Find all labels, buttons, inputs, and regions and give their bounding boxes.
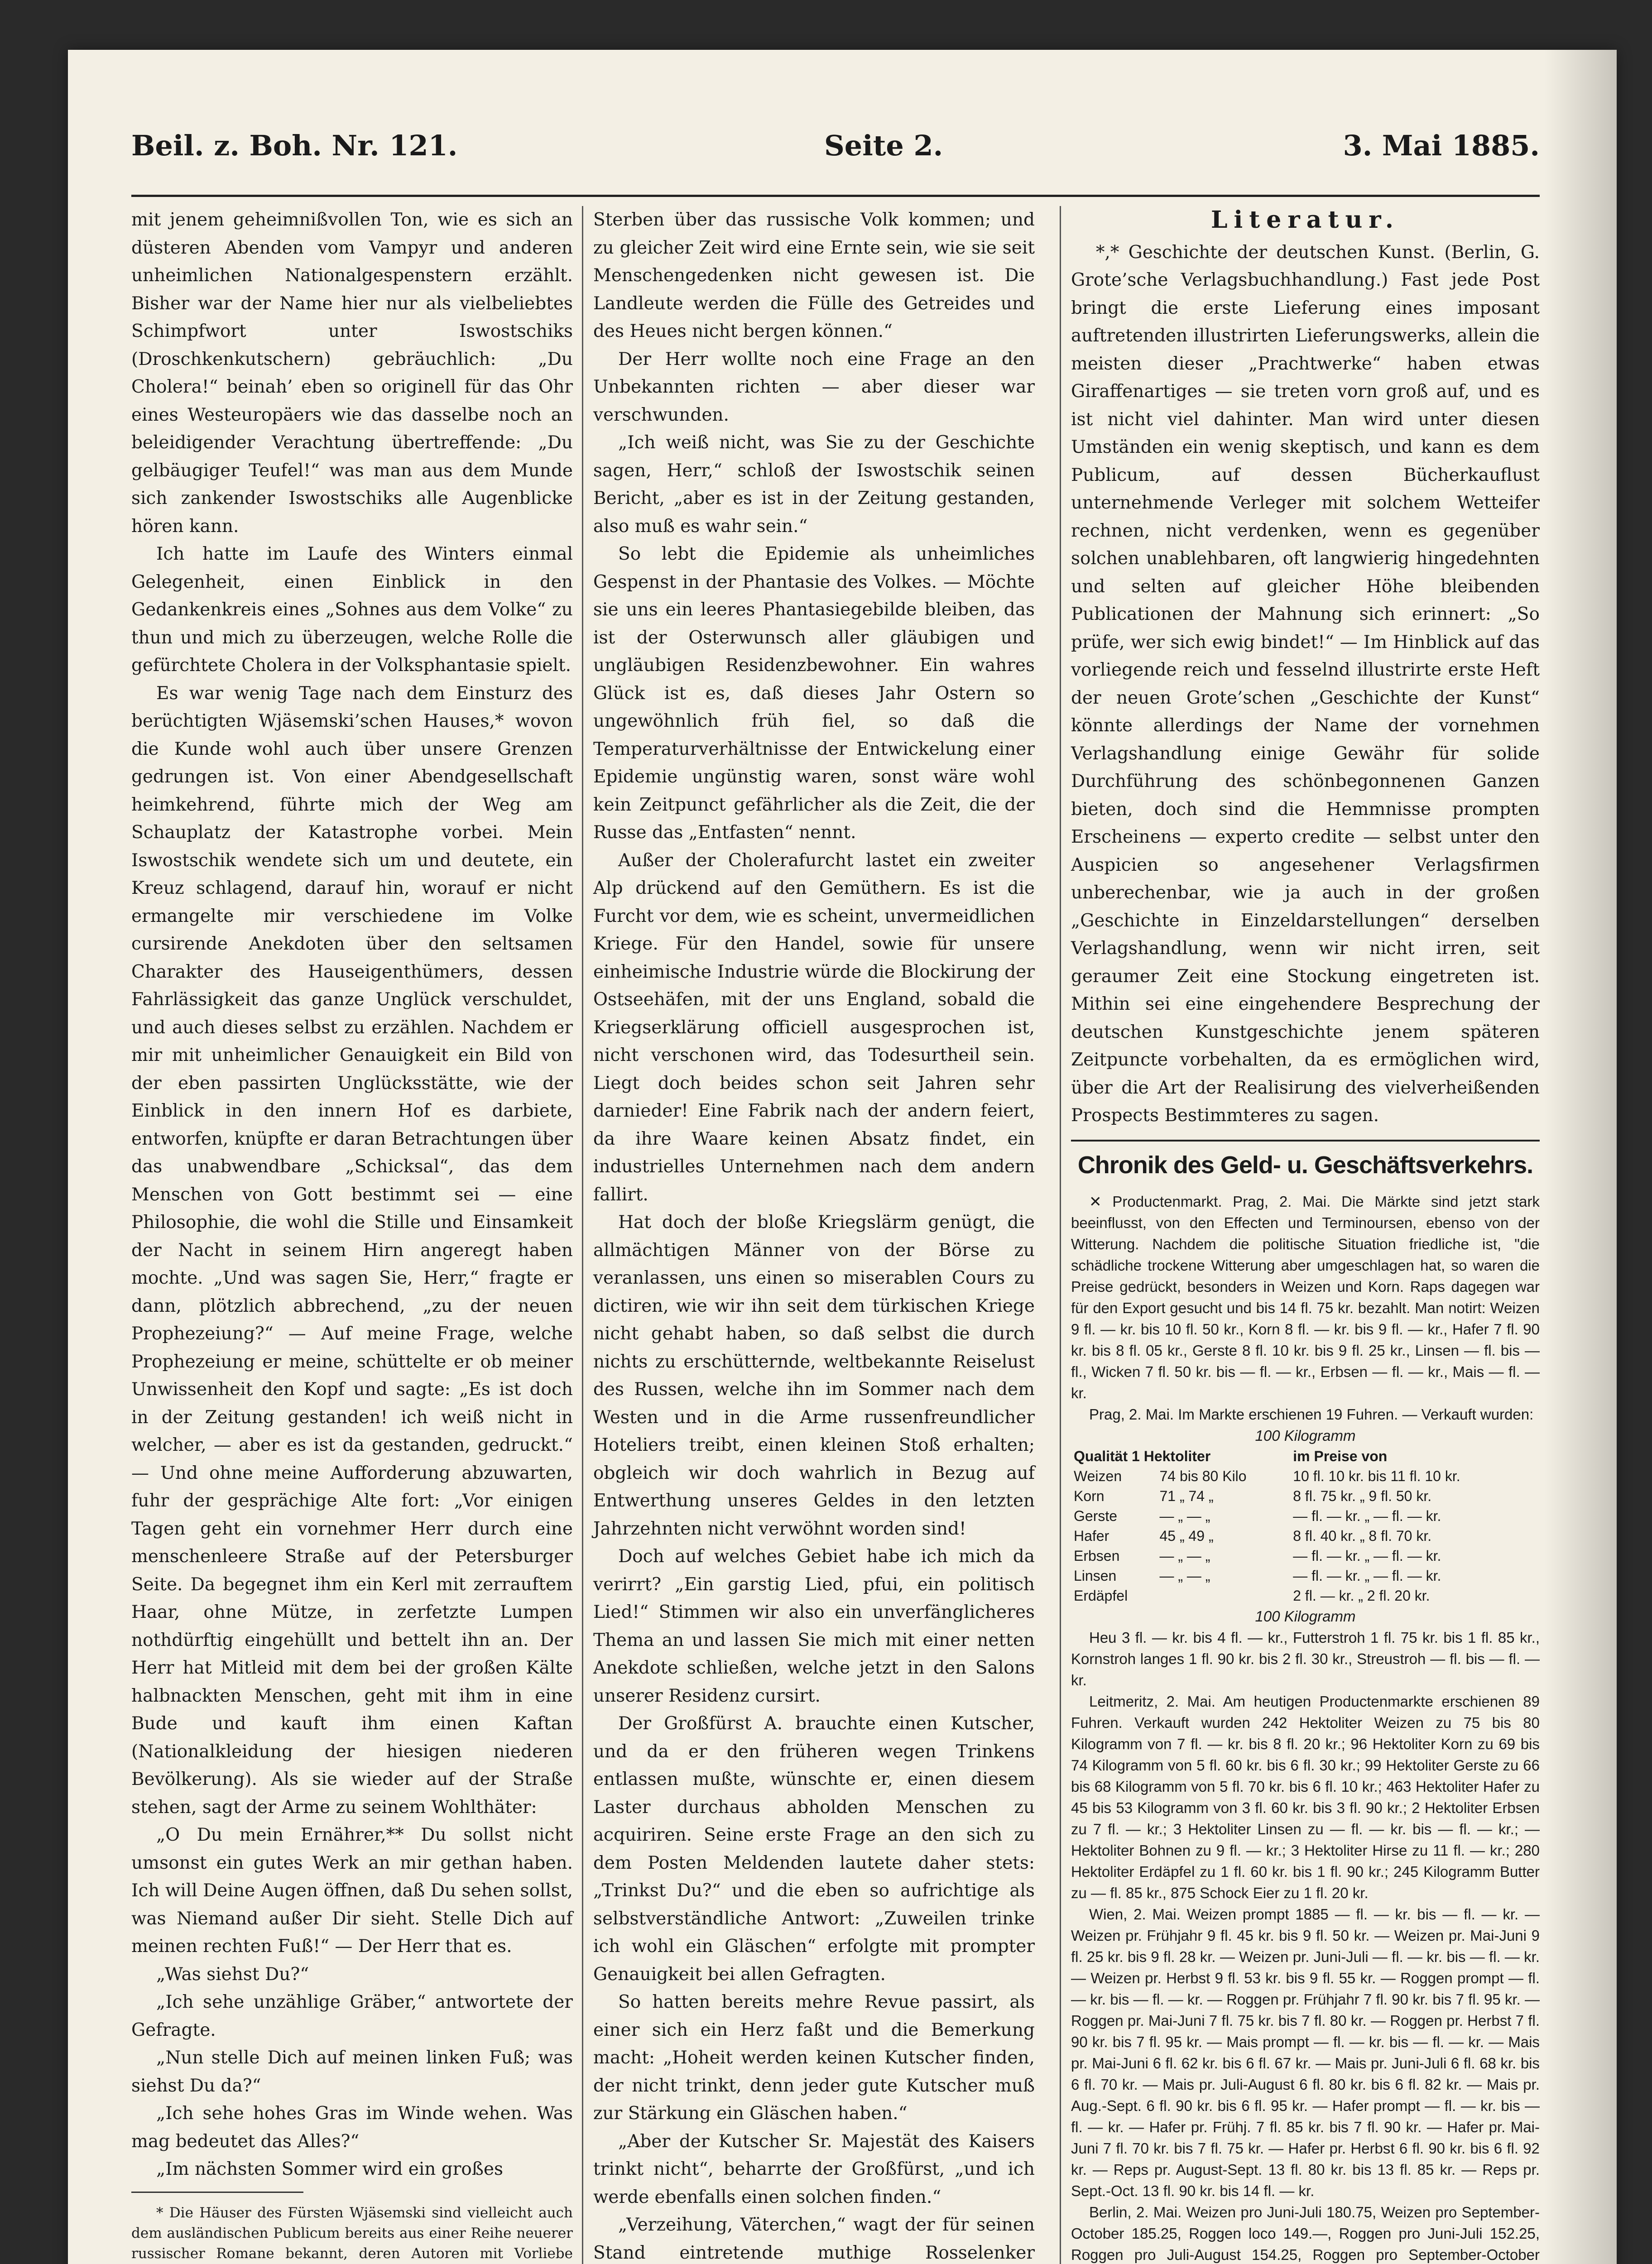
col1-paragraph: Ich hatte im Laufe des Winters einmal Gelegenheit, einen Einblick in den Gedankenkreis eines „Sohnes aus dem Volke“ zu thun und mich zu überzeugen, welche Rolle die gefürchtete Cholera in der Volksphantasie spielt. <box>131 544 573 676</box>
col2-paragraph: „Ich weiß nicht, was Sie zu der Geschichte sagen, Herr,“ schloß der Iswostschik seinen Bericht, „aber es ist in der Zeitung gestanden, also muß es wahr sein.“ <box>593 432 1035 537</box>
column-divider <box>1060 206 1061 2264</box>
col1-paragraph: „Was siehst Du?“ <box>156 1964 309 1985</box>
col2-paragraph: So hatten bereits mehre Revue passirt, als einer sich ein Herz faßt und die Bemerkung macht: „Hoheit werden keinen Kutscher finden, der nicht trinkt, denn jeder gute Kutscher muß zur Stärkung ein Gläschen haben.“ <box>593 1992 1035 2124</box>
col2-paragraph: Sterben über das russische Volk kommen; und zu gleicher Zeit wird eine Ernte sein, wie sie seit Menschengedenken nicht gewesen ist. Die Landleute werden die Fülle des Getreides und des Heues nicht bergen können.“ <box>593 210 1035 341</box>
col1-paragraph: Es war wenig Tage nach dem Einsturz des berüchtigten Wjäsemski’schen Hauses,* wovon die Kunde wohl auch über unsere Grenzen gedrungen ist. Von einer Abendgesellschaft heimkehrend, führte mich der Weg am Schauplatz der Katastrophe vorbei. Mein Iswostschik wendete sich um und deutete, ein Kreuz schlagend, darauf hin, worauf er nicht ermangelte mir verschiedene im Volke cursirende Anekdoten über den seltsamen Charakter des Hauseigenthümers, dessen Fahrlässigkeit das ganze Unglück verschuldet, und auch dieses selbst zu erzählen. Nachdem er mir mit unheimlicher Genauigkeit ein Bild von der eben passirten Unglücksstätte, wie der Einblick in den innern Hof es darbiete, entworfen, knüpfte er daran Betrachtungen über das unabwendbare „Schicksal“, das dem Menschen von Gott bestimmt sei — eine Philosophie, die wohl die Stille und Einsamkeit der Nacht in seinem Hirn angeregt haben mochte. „Und was sagen Sie, Herr,“ fragte er dann, plötzlich abbrechend, „zu der neuen Prophezeiung?“ — Auf meine Frage, welche Prophezeiung er meine, schüttelte er ob meiner Unwissenheit den Kopf und sagte: „Es ist doch in der Zeitung gestanden! ich weiß nicht in welcher, — aber es ist da gestanden, gedruckt.“ — Und ohne meine Aufforderung abzuwarten, fuhr der gesprächige Alte fort: „Vor einigen Tagen geht ein vornehmer Herr durch eine menschenleere Straße auf der Petersburger Seite. Da begegnet ihm ein Kerl mit zerrauftem Haar, ohne Mütze, in zerfetzte Lumpen nothdürftig eingehüllt und bettelt ihn an. Der Herr hat Mitleid mit dem bei der großen Kälte halbnackten Menschen, geht mit ihm in eine Bude und kauft ihm einen Kaftan (Nationalkleidung der hiesigen niederen Bevölkerung). Als sie wieder auf der Straße stehen, sagt der Arme zu seinem Wohlthäter: <box>131 683 573 1818</box>
table-row <box>1071 1526 1540 1546</box>
market-paragraph: Prag, 2. Mai. Im Markte erschienen 19 Fuhren. — Verkauft wurden: <box>1089 1406 1534 1423</box>
table-cell: 74 bis 80 Kilo <box>1159 1468 1247 1484</box>
table-cell: — fl. — kr. „ — fl. — kr. <box>1293 1548 1441 1564</box>
col1-paragraph: mit jenem geheimnißvollen Ton, wie es sich an düsteren Abenden vom Vampyr und anderen unheimlichen Nationalgespenstern erzählt. Bisher war der Name hier nur als vielbeliebtes Schimpfwort unter Iswostschiks (Droschkenkutschern) gebräuchlich: „Du Cholera!“ beinah’ eben so originell für das Ohr eines Westeuropäers wie das dasselbe noch an beleidigender Verachtung übertreffende: „Du gelbäugiger Teufel!“ was man aus dem Munde sich zankender Iswostschiks alle Augenblicke hören kann. <box>131 210 573 537</box>
table-cell: Hafer <box>1074 1528 1109 1544</box>
header-page-number: Seite 2. <box>824 129 943 162</box>
table-header-row <box>1071 1446 1540 1466</box>
market-paragraph: Wien, 2. Mai. Weizen prompt 1885 — fl. — kr. bis — fl. — kr. — Weizen pr. Frühjahr 9 fl. 45 kr. bis 9 fl. 50 kr. — Weizen pr. Mai-Juni 9 fl. 25 kr. bis 9 fl. 28 kr. — Weizen pr. Juni-Juli — fl. — kr. bis — fl. — kr. — Weizen pr. Herbst 9 fl. 53 kr. bis 9 fl. 55 kr. — Roggen prompt — fl. — kr. bis — fl. — kr. — Roggen pr. Frühjahr 7 fl. 90 kr. bis 7 fl. 95 kr. — Roggen pr. Mai-Juni 7 fl. 75 kr. bis 7 fl. 80 kr. — Roggen pr. Herbst 7 fl. 90 kr. bis 7 fl. 95 kr. — Mais prompt — fl. — kr. bis — fl. — kr. — Mais pr. Mai-Juni 6 fl. 62 kr. bis 6 fl. 67 kr. — Mais pr. Juni-Juli 6 fl. 68 kr. bis 6 fl. 70 kr. — Mais pr. Juli-August 6 fl. 80 kr. bis 6 fl. 82 kr. — Mais pr. Aug.-Sept. 6 fl. 90 kr. bis 6 fl. 95 kr. — Hafer prompt — fl. — kr. bis — fl. — kr. — Hafer pr. Frühj. 7 fl. 85 kr. bis 7 fl. 90 kr. — Hafer pr. Mai-Juni 7 fl. 70 kr. bis 7 fl. 75 kr. — Hafer pr. Herbst 6 fl. 90 kr. bis 6 fl. 92 kr. — Reps pr. August-Sept. 13 fl. 80 kr. bis 13 fl. 85 kr. — Reps pr. Sept.-Oct. 13 fl. 90 kr. bis 14 fl. — kr. <box>1071 1906 1540 2199</box>
market-paragraph: Heu 3 fl. — kr. bis 4 fl. — kr., Futterstroh 1 fl. 75 kr. bis 1 fl. 85 kr., Kornstroh langes 1 fl. 90 kr. bis 2 fl. 30 kr., Streustroh — fl. bis — fl. — kr. <box>1071 1629 1540 1688</box>
table-unit-label: 100 Kilogramm <box>1255 1427 1356 1444</box>
col2-paragraph: „Aber der Kutscher Sr. Majestät des Kaisers trinkt nicht“, beharrte der Großfürst, „und ich werde ebenfalls einen solchen finden.“ <box>593 2131 1035 2207</box>
table-row <box>1071 1546 1540 1566</box>
header-rule <box>131 195 1540 197</box>
column-1 <box>131 206 573 2264</box>
table-cell: — „ — „ <box>1159 1568 1210 1584</box>
col2-paragraph: Der Herr wollte noch eine Frage an den Unbekannten richten — aber dieser war verschwunden. <box>593 349 1035 425</box>
table-header-cell: im Preise von <box>1293 1448 1388 1464</box>
table-cell: 10 fl. 10 kr. bis 11 fl. 10 kr. <box>1293 1468 1460 1484</box>
table-cell: — fl. — kr. „ — fl. — kr. <box>1293 1568 1441 1584</box>
col1-paragraph: „Nun stelle Dich auf meinen linken Fuß; was siehst Du da?“ <box>131 2048 573 2096</box>
table-cell: Erbsen <box>1074 1548 1120 1564</box>
page-header <box>131 129 1540 170</box>
header-issue: Beil. z. Boh. Nr. 121. <box>131 129 458 162</box>
table-cell: Erdäpfel <box>1074 1588 1128 1604</box>
footnote-rule <box>131 2192 303 2193</box>
footnote: * Die Häuser des Fürsten Wjäsemski sind vielleicht auch dem ausländischen Publicum bereits aus einer Reihe neuerer russischer Romane bekannt, deren Autoren mit Vorliebe <box>131 2204 573 2262</box>
table-cell: — fl. — kr. „ — fl. — kr. <box>1293 1508 1441 1524</box>
binding-shadow <box>1544 50 1617 2264</box>
table-cell: Gerste <box>1074 1508 1118 1524</box>
col2-paragraph: Der Großfürst A. brauchte einen Kutscher, und da er den früheren wegen Trinkens entlassen mußte, wünschte er, einen diesem Laster durchaus abholden Menschen zu acquiriren. Seine erste Frage an den sich zu dem Posten Meldenden lautete daher stets: „Trinkst Du?“ und die eben so aufrichtige als selbstverständliche Antwort: „Zuweilen trinke ich wohl ein Gläschen“ erfolgte mit prompter Genauigkeit bei allen Gefragten. <box>593 1713 1035 1985</box>
table-cell: 2 fl. — kr. „ 2 fl. 20 kr. <box>1293 1588 1430 1604</box>
market-paragraph: Berlin, 2. Mai. Weizen pro Juni-Juli 180.75, Weizen pro September-October 185.25, Roggen loco 149.—, Roggen pro Juni-Juli 152.25, Roggen pro Juli-August 154.25, Roggen pro September-October <box>1071 2204 1540 2263</box>
chronicle-heading: Chronik des Geld- u. Geschäftsverkehrs. <box>1077 1151 1533 1179</box>
table-cell: — „ — „ <box>1159 1508 1210 1524</box>
price-table <box>1071 1446 1540 1606</box>
col2-paragraph: „Verzeihung, Väterchen,“ wagt der für seinen Stand eintretende muthige Rosselenker <box>593 2215 1035 2263</box>
table-row <box>1071 1486 1540 1506</box>
col1-paragraph: „Im nächsten Sommer wird ein großes <box>156 2159 504 2179</box>
table-cell <box>1157 1586 1290 1606</box>
col1-paragraph: „O Du mein Ernährer,** Du sollst nicht umsonst ein gutes Werk an mir gethan haben. Ich will Deine Augen öffnen, daß Du sehen sollst, was Niemand außer Dir sieht. Stelle Dich auf meinen rechten Fuß!“ — Der Herr that es. <box>131 1825 573 1957</box>
market-paragraph: ✕ Productenmarkt. Prag, 2. Mai. Die Märkte sind jetzt stark beeinflusst, von den Effecten und Terminoursen, ebenso von der Witterung. Nachdem die politische Situation friedliche ist, "die schädliche trockene Witterung aber umgeschlagen hat, so waren die Preise gedrückt, besonders in Weizen und Korn. Raps dagegen war für den Export gesucht und bis 14 fl. 75 kr. bezahlt. Man notirt: Weizen 9 fl. — kr. bis 10 fl. 50 kr., Korn 8 fl. — kr. bis 9 fl. — kr., Hafer 7 fl. 90 kr. bis 8 fl. 05 kr., Gerste 8 fl. 10 kr. bis 9 fl. 25 kr., Linsen — fl. bis — fl., Wicken 7 fl. 50 kr. bis — fl. — kr., Erbsen — fl. — kr., Mais — fl. — kr. <box>1071 1193 1540 1401</box>
market-paragraph: Leitmeritz, 2. Mai. Am heutigen Productenmarkte erschienen 89 Fuhren. Verkauft wurden 242 Hektoliter Weizen zu 75 bis 80 Kilogramm von 7 fl. — kr. bis 8 fl. 20 kr.; 96 Hektoliter Korn zu 69 bis 74 Kilogramm von 5 fl. 60 kr. bis 6 fl. 30 kr.; 99 Hektoliter Gerste zu 66 bis 68 Kilogramm von 5 fl. 70 kr. bis 6 fl. 10 kr.; 463 Hektoliter Hafer zu 45 bis 53 Kilogramm von 3 fl. 60 kr. bis 3 fl. 90 kr.; 2 Hektoliter Erbsen zu 7 fl. — kr.; 3 Hektoliter Linsen zu — fl. — kr. bis — fl. — kr.; — Hektoliter Bohnen zu 9 fl. — kr.; 3 Hektoliter Hirse zu 11 fl. — kr.; 280 Hektoliter Erdäpfel zu 1 fl. 60 kr. bis 1 fl. 90 kr.; 245 Kilogramm Butter zu — fl. 85 kr., 875 Schock Eier zu 1 fl. 20 kr. <box>1071 1693 1540 1901</box>
table-cell: 8 fl. 40 kr. „ 8 fl. 70 kr. <box>1293 1528 1432 1544</box>
literature-heading: Literatur. <box>1210 206 1400 234</box>
col2-paragraph: Doch auf welches Gebiet habe ich mich da verirrt? „Ein garstig Lied, pfui, ein politisch Lied!“ Stimmen wir also ein unverfänglicheres Thema an und lassen Sie mich mit einer netten Anekdote schließen, welche jetzt in den Salons unserer Residenz cursirt. <box>593 1546 1035 1706</box>
table-cell: 71 „ 74 „ <box>1159 1488 1214 1504</box>
newspaper-page <box>68 50 1617 2264</box>
table-cell: Weizen <box>1074 1468 1122 1484</box>
table-row <box>1071 1506 1540 1526</box>
table-row <box>1071 1586 1540 1606</box>
column-3 <box>1071 206 1540 2264</box>
col2-paragraph: So lebt die Epidemie als unheimliches Gespenst in der Phantasie des Volkes. — Möchte sie uns ein leeres Phantasiegebilde bleiben, das ist der Osterwunsch aller gläubigen und ungläubigen Residenzbewohner. Ein wahres Glück ist es, daß dieses Jahr Ostern so ungewöhnlich früh fiel, so daß die Temperaturverhältnisse der Entwickelung einer Epidemie ungünstig waren, sonst wäre wohl kein Zeitpunct gefährlicher als die Zeit, die der Russe das „Entfasten“ nennt. <box>593 544 1035 843</box>
table-row <box>1071 1466 1540 1486</box>
market-report <box>1071 1191 1540 2264</box>
table-unit-label: 100 Kilogramm <box>1255 1608 1356 1625</box>
col2-paragraph: Hat doch der bloße Kriegslärm genügt, die allmächtigen Männer von der Börse zu veranlassen, uns einen so miserablen Cours zu dictiren, wie wir ihn seit dem türkischen Kriege nicht gehabt haben, so daß selbst die durch nichts zu erschütternde, weltbekannte Reiselust des Russen, welche ihn im Sommer nach dem Westen und in die Arme russenfreundlicher Hoteliers treibt, einen kleinen Stoß erhalten; obgleich wir doch wahrlich in Bezug auf Entwerthung unseres Geldes in den letzten Jahrzehnten nicht verwöhnt worden sind! <box>593 1212 1035 1539</box>
table-cell: Korn <box>1074 1488 1105 1504</box>
table-cell: — „ — „ <box>1159 1548 1210 1564</box>
col1-paragraph: „Ich sehe hohes Gras im Winde wehen. Was mag bedeutet das Alles?“ <box>131 2103 573 2152</box>
table-cell: 45 „ 49 „ <box>1159 1528 1214 1544</box>
table-row <box>1071 1566 1540 1586</box>
literature-paragraph: *,* Geschichte der deutschen Kunst. (Berlin, G. Grote’sche Verlagsbuchhandlung.) Fast jede Post bringt die erste Lieferung eines imposant auftretenden illustrirten Lieferungswerks, allein die meisten dieser „Prachtwerke“ haben etwas Giraffenartiges — sie treten vorn groß auf, und es ist nicht viel dahinter. Man wird unter diesen Umständen ein wenig skeptisch, und kann es dem Publicum, auf dessen Bücherkauflust unternehmende Verleger mit solchem Wetteifer rechnen, nicht verdenken, wenn es gegenüber solchen unablehbaren, oft langwierig hingedehnten und selten auf gleicher Höhe bleibenden Publicationen der Mahnung sich erinnert: „So prüfe, wer sich ewig bindet!“ — Im Hinblick auf das vorliegende reich und fesselnd illustrirte erste Heft der neuen Grote’schen „Geschichte der Kunst“ könnte allerdings der Name der vornehmen Verlagshandlung einige Gewähr für solide Durchführung des schönbegonnenen Ganzen bieten, doch sind die Hemmnisse prompten Erscheinens — experto credite — selbst unter den Auspicien so angesehener Verlagsfirmen unberechenbar, wie ja auch in der großen „Geschichte in Einzeldarstellungen“ derselben Verlagshandlung, wenn wir nicht irren, seit geraumer Zeit eine Stockung eingetreten ist. Mithin sei eine eingehendere Besprechung der deutschen Kunstgeschichte jenem späteren Zeitpuncte vorbehalten, da es ermöglichen wird, über die Art der Realisirung des vielverheißenden Prospects Bestimmteres zu sagen. <box>1071 242 1540 1126</box>
col1-paragraph: „Ich sehe unzählige Gräber,“ antwortete der Gefragte. <box>131 1992 573 2040</box>
section-rule <box>1071 1140 1540 1142</box>
table-cell: Linsen <box>1074 1568 1117 1584</box>
table-cell: 8 fl. 75 kr. „ 9 fl. 50 kr. <box>1293 1488 1432 1504</box>
col2-paragraph: Außer der Cholerafurcht lastet ein zweiter Alp drückend auf den Gemüthern. Es ist die Furcht vor dem, wie es scheint, unvermeidlichen Kriege. Für den Handel, sowie für unsere einheimische Industrie würde die Blockirung der Ostseehäfen, mit der uns England, sobald die Kriegserklärung officiell ausgesprochen ist, nicht verschonen wird, das Todesurtheil sein. Liegt doch beides schon seit Jahren sehr darnieder! Eine Fabrik nach der andern feiert, da ihre Waare keinen Absatz findet, ein industrielles Unternehmen nach dem andern fallirt. <box>593 850 1035 1205</box>
column-divider <box>582 206 583 2264</box>
table-header-cell: Qualität 1 Hektoliter <box>1074 1448 1211 1464</box>
column-2 <box>593 206 1035 2264</box>
header-date: 3. Mai 1885. <box>1343 129 1540 162</box>
